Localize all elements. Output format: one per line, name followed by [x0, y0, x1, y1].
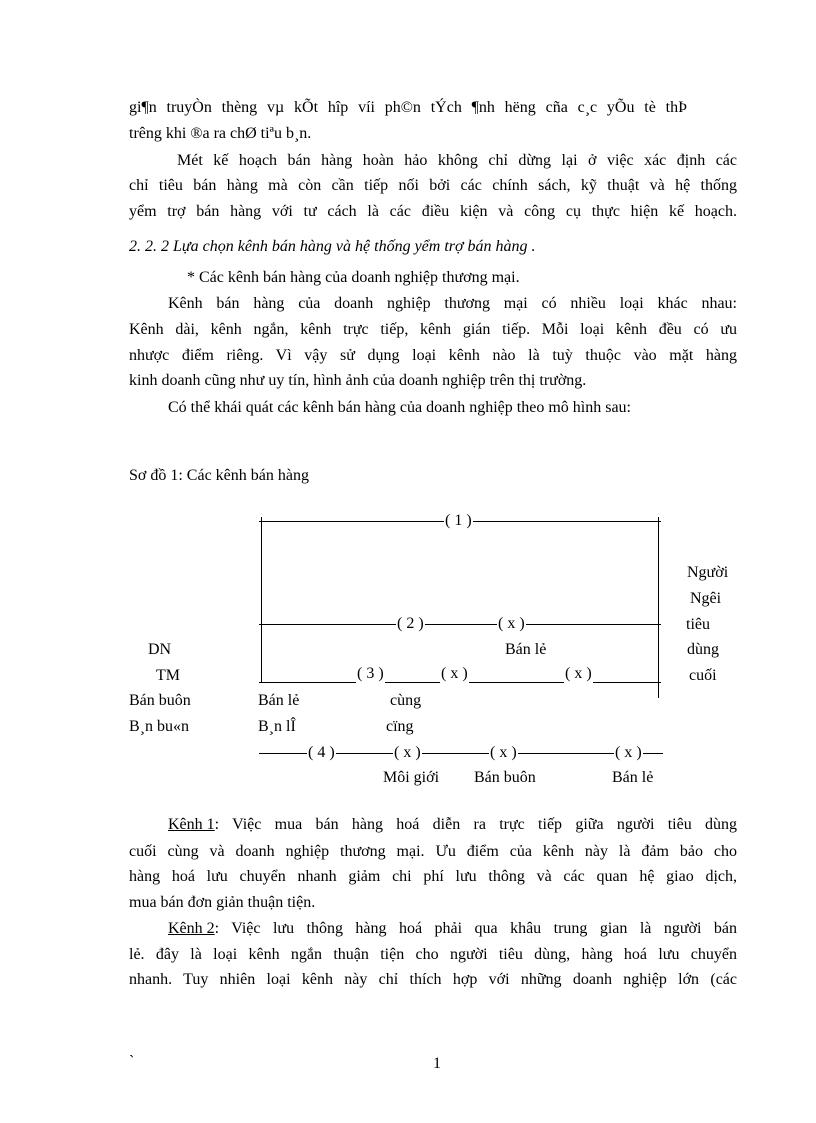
diagram-caption: Sơ đồ 1: Các kênh bán hàng	[129, 467, 309, 484]
page-number: 1	[433, 1055, 441, 1072]
paragraph-line: cuối cùng và doanh nghiệp thương mại. Ưu điểm của kênh này là đảm bảo cho	[129, 843, 737, 860]
paragraph-line: gi¶n truyÒn thèng vµ kÕt hîp víi ph©n tÝch ¶nh hëng cña c¸c yÕu tè thÞ	[129, 99, 687, 116]
paragraph-line: mua bán đơn giản thuận tiện.	[129, 894, 316, 911]
consumer-label: dùng	[687, 641, 719, 658]
consumer-label: tiêu	[686, 616, 710, 633]
paragraph-line: Kênh bán hàng của doanh nghiệp thương mại có nhiều loại khác nhau:	[168, 295, 737, 312]
wholesaler-label: B¸n bu«n	[129, 718, 189, 735]
channel-3-label: ( 3 )	[357, 665, 384, 682]
channel-1-desc: : Việc mua bán hàng hoá diễn ra trực tiếp giữa người tiêu dùng	[214, 816, 737, 833]
broker-label: Môi giới	[383, 769, 440, 786]
channel-1-label: ( 1 )	[445, 512, 472, 529]
consumer-label: cuối	[689, 667, 717, 684]
enterprise-label: TM	[156, 667, 180, 684]
paragraph-line: trêng khi ®a ra chØ tiªu b¸n.	[129, 125, 312, 142]
channel-4-label: ( 4 )	[308, 744, 335, 761]
consumer-label: Ngêi	[690, 590, 722, 607]
wholesaler-label: Bán buôn	[129, 692, 191, 709]
paragraph-line: Mét kế hoạch bán hàng hoàn hảo không chỉ dừng lại ở việc xác định các	[177, 152, 737, 169]
channel-2-label: ( 2 )	[397, 615, 424, 632]
retailer-label: B¸n lÎ	[258, 718, 296, 735]
channel-1-first-line	[168, 815, 737, 835]
paragraph-line: Kênh dài, kênh ngắn, kênh trực tiếp, kênh gián tiếp. Mỗi loại kênh đều có ưu	[129, 321, 737, 338]
consumer-label: Người	[687, 564, 729, 581]
same-label: cùng	[390, 692, 422, 709]
paragraph-line: lẻ. đây là loại kênh ngắn thuận tiện cho người tiêu dùng, hàng hoá lưu chuyển	[129, 946, 737, 963]
channel-4-mark: ( x )	[394, 744, 421, 761]
enterprise-label: DN	[148, 641, 172, 658]
channel-1-tick	[261, 517, 262, 524]
footer-mark: `	[129, 1053, 135, 1070]
retailer-bottom-label: Bán lẻ	[612, 769, 654, 786]
paragraph-line: yểm trợ bán hàng với tư cách là các điều kiện và công cụ thực hiện kế hoạch.	[129, 203, 737, 220]
channel-3-mark: ( x )	[565, 665, 592, 682]
channel-2-line	[259, 624, 661, 625]
paragraph-line: hàng hoá lưu chuyển nhanh giảm chi phí lưu thông và các quan hệ giao dịch,	[129, 868, 737, 885]
diagram-left-vertical	[261, 520, 262, 682]
channel-2-first-line	[168, 919, 737, 939]
same-label: cïng	[386, 718, 414, 735]
paragraph-line: nhược điểm riêng. Vì vậy sử dụng loại kênh nào là tuỳ thuộc vào mặt hàng	[129, 347, 737, 364]
paragraph-line: nhanh. Tuy nhiên loại kênh này chỉ thích hợp với những doanh nghiệp lớn (các	[129, 971, 737, 988]
diagram-right-vertical	[658, 520, 659, 698]
channel-1-tick	[658, 517, 659, 524]
wholesaler-bottom-label: Bán buôn	[474, 769, 536, 786]
bullet-line: * Các kênh bán hàng của doanh nghiệp thương mại.	[187, 269, 520, 286]
paragraph-line: Có thể khái quát các kênh bán hàng của doanh nghiệp theo mô hình sau:	[168, 399, 631, 416]
channel-1-title: Kênh 1	[168, 816, 215, 833]
section-heading: 2. 2. 2 Lựa chọn kênh bán hàng và hệ thống yểm trợ bán hàng .	[129, 238, 536, 255]
channel-3-mark: ( x )	[441, 665, 468, 682]
channel-2-retailer: Bán lẻ	[505, 641, 547, 658]
channel-2-desc: : Việc lưu thông hàng hoá phải qua khâu trung gian là người bán	[214, 920, 737, 937]
channel-2-title: Kênh 2	[168, 920, 215, 937]
paragraph-line: kinh doanh cũng như uy tín, hình ảnh của doanh nghiệp trên thị trường.	[129, 372, 587, 389]
retailer-label: Bán lẻ	[258, 692, 300, 709]
channel-2-mark: ( x )	[498, 615, 525, 632]
paragraph-line: chỉ tiêu bán hàng mà còn cần tiếp nối bởi các chính sách, kỹ thuật và hệ thống	[129, 177, 737, 194]
channel-4-mark: ( x )	[490, 744, 517, 761]
channel-4-mark: ( x )	[615, 744, 642, 761]
